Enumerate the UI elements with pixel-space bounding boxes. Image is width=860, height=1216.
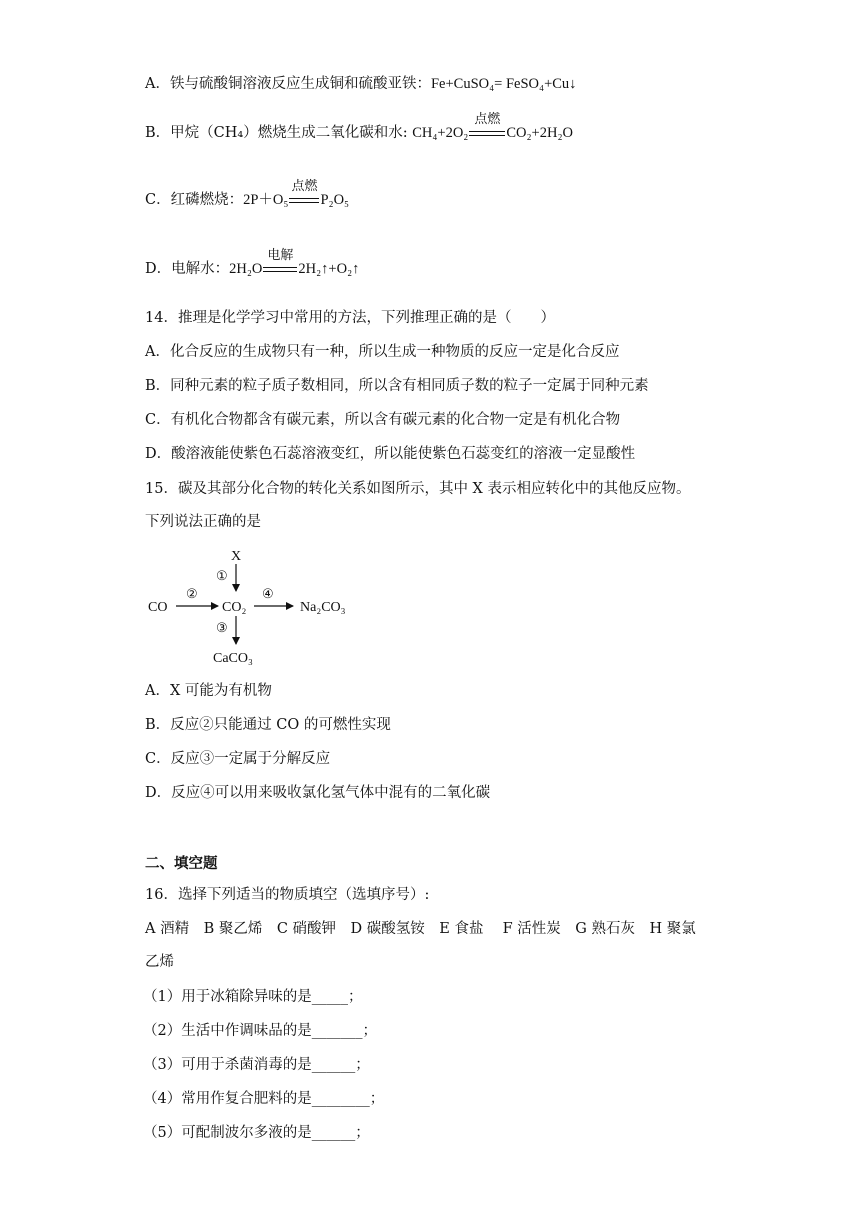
q13-option-c-rhs: P₂O₅: [320, 192, 350, 208]
diagram-label-4: ④: [262, 586, 274, 601]
q13-option-a: [145, 74, 576, 94]
q14-option-a: A．化合反应的生成物只有一种，所以生成一种物质的反应一定是化合反应: [145, 344, 620, 360]
diagram-node-na2co3: Na₂CO₃: [300, 600, 346, 615]
q16-item-5: （5）可配制波尔多液的是______；: [143, 1125, 370, 1141]
q16-item-4: （4）常用作复合肥料的是________；: [143, 1091, 385, 1107]
q13-option-d-lhs: 2H₂O: [229, 261, 263, 277]
q13-option-b-condition-sign: [469, 112, 505, 140]
q15-option-b: B．反应②只能通过 CO 的可燃性实现: [145, 717, 391, 733]
q15-stem-line1: 15．碳及其部分化合物的转化关系如图所示，其中 X 表示相应转化中的其他反应物。: [145, 481, 691, 497]
diagram-label-2: ②: [186, 586, 198, 601]
q13-option-a-equation: Fe+CuSO₄= FeSO₄+Cu↓: [430, 76, 577, 92]
q16-choices-line1: A 酒精 B 聚乙烯 C 硝酸钾 D 碳酸氢铵 E 食盐 F 活性炭 G 熟石灰 H 聚氯: [145, 921, 696, 937]
q15-option-a: A．X 可能为有机物: [145, 683, 272, 699]
diagram-node-co2: CO₂: [222, 600, 247, 615]
q14-option-b: B．同种元素的粒子质子数相同，所以含有相同质子数的粒子一定属于同种元素: [145, 378, 649, 394]
q16-item-1: （1）用于冰箱除异味的是_____；: [143, 989, 363, 1005]
q16-item-2: （2）生活中作调味品的是_______；: [143, 1023, 377, 1039]
diagram-node-co: CO: [148, 600, 168, 615]
q13-option-b-label: B．甲烷（CH₄）燃烧生成二氧化碳和水:: [145, 125, 413, 141]
q13-option-d-condition-sign: [263, 248, 297, 276]
section-title-fill-in: 二、填空题: [145, 855, 218, 872]
q13-option-b-condition: 点燃: [474, 112, 501, 127]
q13-option-c-condition: 点燃: [291, 179, 318, 194]
q13-option-d-rhs: 2H₂↑+O₂↑: [298, 261, 360, 277]
q15-option-d: D．反应④可以用来吸收氯化氢气体中混有的二氧化碳: [145, 785, 491, 801]
diagram-node-caco3: CaCO₃: [213, 651, 253, 666]
q16-item-3: （3）可用于杀菌消毒的是______；: [143, 1057, 370, 1073]
q15-option-c: C．反应③一定属于分解反应: [145, 751, 331, 767]
q14-stem: 14．推理是化学学习中常用的方法，下列推理正确的是（ ）: [145, 310, 555, 326]
q13-option-d: [145, 248, 360, 279]
q13-option-c-label: C．红磷燃烧：: [145, 192, 244, 208]
q13-option-b-lhs: CH₄+2O₂: [412, 125, 469, 141]
q16-choices-line2: 乙烯: [145, 954, 174, 970]
q13-option-d-condition: 电解: [267, 248, 294, 263]
q13-option-d-label: D．电解水：: [145, 261, 230, 277]
q13-option-b: [145, 112, 573, 143]
q13-option-a-label: A．铁与硫酸铜溶液反应生成铜和硫酸亚铁：: [145, 76, 431, 92]
q13-option-b-rhs: CO₂+2H₂O: [506, 125, 573, 141]
diagram-node-x: X: [231, 549, 242, 564]
q15-conversion-diagram: [140, 540, 380, 668]
q16-stem: 16．选择下列适当的物质填空（选填序号）:: [145, 887, 430, 903]
q15-stem-line2: 下列说法正确的是: [145, 514, 261, 530]
q13-option-c: [145, 179, 350, 210]
diagram-label-1: ①: [216, 568, 228, 583]
q13-option-c-lhs: 2P＋O₅: [243, 192, 289, 208]
diagram-label-3: ③: [216, 620, 228, 635]
q14-option-d: D．酸溶液能使紫色石蕊溶液变红，所以能使紫色石蕊变红的溶液一定显酸性: [145, 446, 636, 462]
q13-option-c-condition-sign: [289, 179, 319, 207]
q14-option-c: C．有机化合物都含有碳元素，所以含有碳元素的化合物一定是有机化合物: [145, 412, 621, 428]
